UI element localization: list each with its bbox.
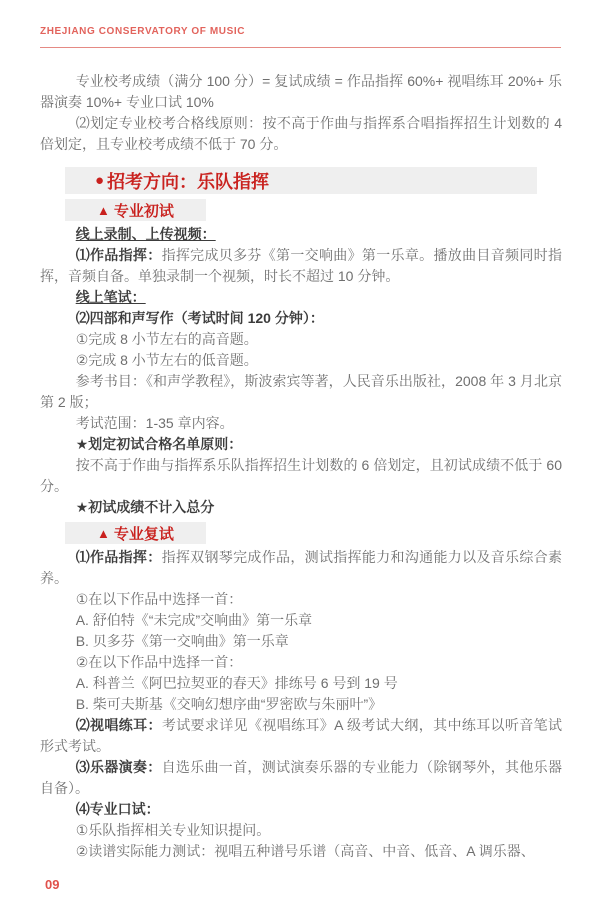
para-text: 考试要求详见《视唱练耳》A 级考试大纲，其中练耳以听音笔试形式考试。	[40, 717, 562, 754]
heading-initial-cutoff-principle	[40, 434, 562, 455]
para-text: 指挥双钢琴完成作品，测试指挥能力和沟通能力以及音乐综合素养。	[40, 549, 562, 586]
para-text: ②完成 8 小节左右的低音题。	[75, 352, 258, 368]
para-choose-one-first	[40, 589, 562, 610]
para-text: ⑵划定专业校考合格线原则：按不高于作曲与指挥系合唱指挥招生计划数的 4 倍划定，且专业校考成绩不低于 70 分。	[40, 115, 562, 152]
heading-online-recording	[40, 224, 562, 245]
heading-oral-test	[40, 799, 562, 820]
para-text: A. 科普兰《阿巴拉契亚的春天》排练号 6 号到 19 号	[75, 675, 398, 691]
para-lead: 线上录制、上传视频：	[75, 226, 216, 242]
subsection-banner-retest-exam	[65, 522, 206, 544]
para-text: A. 舒伯特《“未完成”交响曲》第一乐章	[75, 612, 313, 628]
para-exam-scope	[40, 413, 562, 434]
para-text: ①在以下作品中选择一首：	[75, 591, 243, 607]
para-option-a-copland	[40, 673, 562, 694]
para-text: 按不高于作曲与指挥系乐队指挥招生计划数的 6 倍划定，且初试成绩不低于 60 分。	[40, 457, 562, 494]
para-oral-question-knowledge	[40, 820, 562, 841]
para-text: ②读谱实际能力测试：视唱五种谱号乐谱（高音、中音、低音、A 调乐器、	[75, 843, 535, 859]
triangle-icon: ▲	[97, 525, 110, 541]
para-option-b-tchaikovsky	[40, 694, 562, 715]
heading-online-written-test	[40, 287, 562, 308]
para-lead: ⑵四部和声写作（考试时间 120 分钟）：	[75, 310, 324, 326]
para-text: ①完成 8 小节左右的高音题。	[75, 331, 258, 347]
para-text: ①乐队指挥相关专业知识提问。	[75, 822, 271, 838]
page-number: 09	[45, 877, 60, 892]
para-text: 参考书目：《和声学教程》，斯波索宾等著，人民音乐出版社，2008 年 3 月北京第 2 版；	[40, 373, 562, 410]
triangle-icon: ▲	[97, 202, 110, 218]
para-initial-cutoff-rule	[40, 455, 562, 497]
para-treble-question	[40, 329, 562, 350]
para-oral-question-score-reading	[40, 841, 562, 862]
subsection-banner-title: 专业复试	[113, 525, 174, 543]
para-retest-work-conducting	[40, 547, 562, 589]
para-option-b-beethoven	[40, 631, 562, 652]
para-option-a-schubert	[40, 610, 562, 631]
para-text: 专业校考成绩（满分 100 分）= 复试成绩 = 作品指挥 60%+ 视唱练耳 20%+ 乐器演奏 10%+ 专业口试 10%	[40, 73, 562, 110]
page-content	[40, 71, 562, 862]
para-lead: ★划定初试合格名单原则：	[75, 436, 243, 452]
para-four-part-harmony	[40, 308, 562, 329]
page-header-title: ZHEJIANG CONSERVATORY OF MUSIC	[40, 26, 246, 37]
bullet-circle-icon: ●	[95, 172, 105, 189]
para-lead: ⑶乐器演奏：	[75, 759, 162, 775]
para-instrument-performance	[40, 757, 562, 799]
para-text: 指挥完成贝多芬《第一交响曲》第一乐章。播放曲目音频同时指挥，音频自备。单独录制一个视频，时长不超过 10 分钟。	[40, 247, 562, 284]
para-lead: ⑴作品指挥：	[75, 247, 162, 263]
para-text: 自选乐曲一首，测试演奏乐器的专业能力（除钢琴外，其他乐器自备）。	[40, 759, 562, 796]
subsection-banner-initial-exam	[65, 199, 206, 221]
subsection-banner-title: 专业初试	[113, 202, 174, 220]
para-lead: ★初试成绩不计入总分	[75, 499, 215, 515]
section-banner-orchestra-conducting	[65, 167, 537, 194]
para-text: ②在以下作品中选择一首：	[75, 654, 243, 670]
para-sight-singing-ear-training	[40, 715, 562, 757]
para-work-conducting	[40, 245, 562, 287]
para-bass-question	[40, 350, 562, 371]
header-divider-rule	[40, 47, 561, 48]
para-score-formula	[40, 71, 562, 113]
para-lead: ⑵视唱练耳：	[75, 717, 162, 733]
para-text: 考试范围：1-35 章内容。	[75, 415, 234, 431]
para-lead: 线上笔试：	[75, 289, 146, 305]
para-cutoff-rule	[40, 113, 562, 155]
para-text: B. 柴可夫斯基《交响幻想序曲“罗密欧与朱丽叶”》	[75, 696, 383, 712]
section-banner-title: 招考方向：乐队指挥	[107, 171, 270, 192]
para-lead: ⑴作品指挥：	[75, 549, 162, 565]
para-text: B. 贝多芬《第一交响曲》第一乐章	[75, 633, 289, 649]
para-choose-one-second	[40, 652, 562, 673]
para-initial-score-not-counted	[40, 497, 562, 518]
para-lead: ⑷专业口试：	[75, 801, 160, 817]
para-reference-books	[40, 371, 562, 413]
